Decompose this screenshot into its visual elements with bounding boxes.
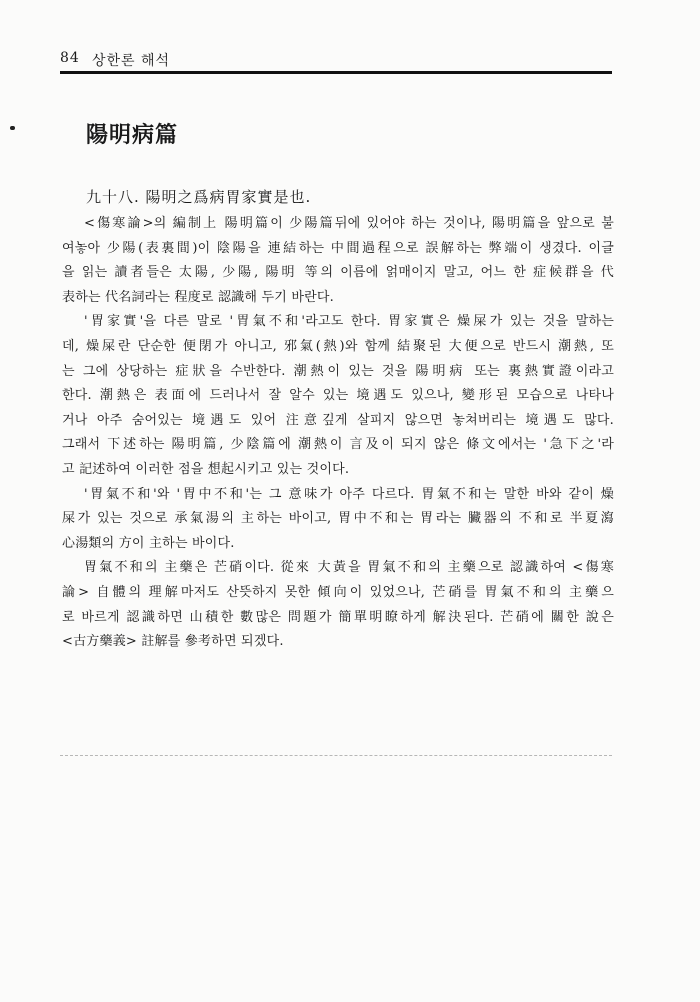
running-head-title: 상한론 해석: [92, 53, 171, 69]
text-line: '胃家實'을 다른 말로 '胃氣不和'라고도 한다. 胃家實은 燥屎가 있는 것을 말하는: [84, 314, 614, 330]
text-line: 論> 自體의 理解마저도 산뜻하지 못한 傾向이 있었으나, 芒硝를 胃氣不和의 主藥으: [62, 584, 614, 600]
text-line: 心湯類의 方이 主하는 바이다.: [62, 535, 235, 551]
text-line: 屎가 있는 것으로 承氣湯의 主하는 바이고, 胃中不和는 胃라는 臟器의 不和로 半夏瀉: [62, 511, 614, 527]
text-line: 거나 아주 숨어있는 境遇도 있어 注意깊게 살피지 않으면 놓쳐버리는 境遇도 많다.: [62, 412, 614, 428]
text-line: 胃氣不和의 主藥은 芒硝이다. 從來 大黃을 胃氣不和의 主藥으로 認識하여 <傷寒: [84, 560, 614, 576]
bleed-through-rule: [60, 755, 612, 757]
running-header: [60, 50, 612, 72]
text-line: '胃氣不和'와 '胃中不和'는 그 意味가 아주 다르다. 胃氣不和는 말한 바와 같이 燥: [84, 486, 614, 502]
paragraph-1: [62, 212, 614, 310]
text-line: 을 읽는 讀者들은 太陽, 少陽, 陽明 等의 이름에 얽매이지 말고, 어느 한 症候群을 代: [62, 265, 614, 281]
text-line: 表하는 代名詞라는 程度로 認識해 두기 바란다.: [62, 289, 334, 305]
clause-heading: 九十八. 陽明之爲病胃家實是也.: [86, 188, 312, 206]
text-line: 여놓아 少陽(表裏間)이 陰陽을 連結하는 中間過程으로 誤解하는 弊端이 생겼다. 이글: [62, 240, 614, 256]
text-line: 로 바르게 認識하면 山積한 數많은 問題가 簡單明瞭하게 解決된다. 芒硝에 關한 說은: [62, 609, 614, 625]
paragraph-2: [62, 310, 614, 482]
ink-mark: [10, 126, 15, 130]
text-line: 데, 燥屎란 단순한 便閉가 아니고, 邪氣(熱)와 함께 結聚된 大便으로 반드시 潮熱, 또: [62, 338, 614, 354]
text-line: 는 그에 상당하는 症狀을 수반한다. 潮熱이 있는 것을 陽明病 또는 裏熱實證이라고: [62, 363, 614, 379]
text-line: 한다. 潮熱은 表面에 드러나서 잘 알수 있는 境遇도 있으나, 變形된 모습으로 나타나: [62, 388, 614, 404]
text-line: <古方藥義> 註解를 參考하면 되겠다.: [62, 634, 284, 650]
paragraph-4: [62, 556, 614, 654]
text-line: 그래서 下述하는 陽明篇, 少陰篇에 潮熱이 言及이 되지 않은 條文에서는 '急下之'라: [62, 437, 614, 453]
header-rule: [60, 71, 612, 74]
body-text: [62, 212, 614, 655]
page-number: 84: [60, 50, 80, 66]
section-title: 陽明病篇: [86, 122, 179, 148]
text-line: <傷寒論>의 編制上 陽明篇이 少陽篇뒤에 있어야 하는 것이나, 陽明篇을 앞으로 불: [84, 216, 614, 231]
paragraph-3: [62, 483, 614, 557]
text-line: 고 記述하여 이러한 점을 想起시키고 있는 것이다.: [62, 461, 350, 477]
